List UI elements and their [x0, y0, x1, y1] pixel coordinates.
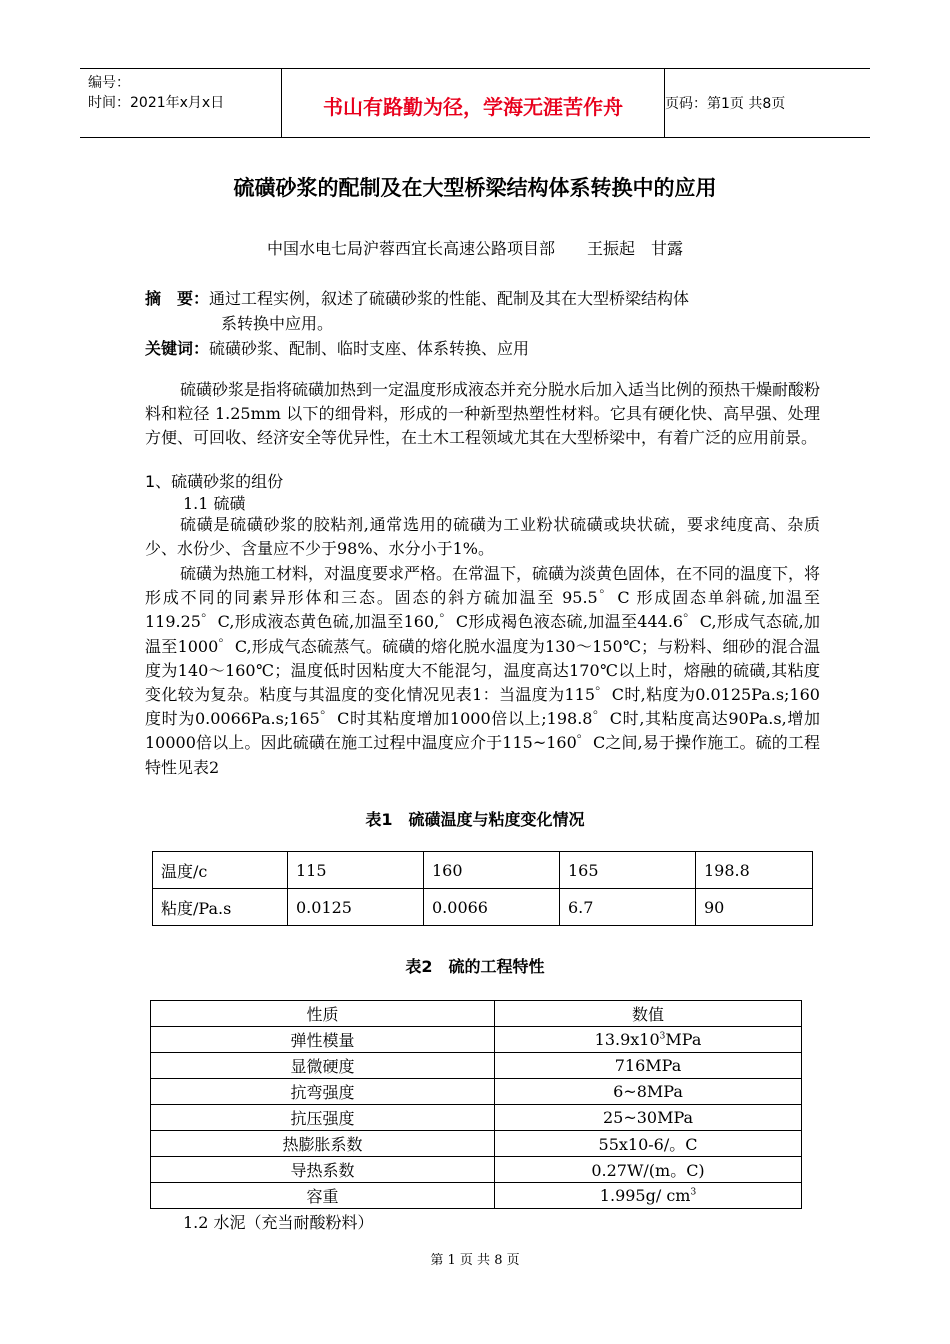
table-cell: 1.995g/ $cm^3$	[495, 1183, 802, 1209]
sulfur-paragraph-1: 硫磺是硫磺砂浆的胶粘剂,通常选用的硫磺为工业粉状硫磺或块状硫，要求纯度高、杂质少、水份少、含量应不少于98%、水分小于1%。	[145, 515, 820, 559]
table-cell: 0.27W/(m。C)	[495, 1157, 802, 1183]
table1-caption: 表1 硫磺温度与粘度变化情况	[365, 810, 585, 829]
table-cell: 165	[560, 852, 696, 889]
table-cell: 显微硬度	[151, 1053, 495, 1079]
table-row	[151, 1157, 802, 1183]
table-row	[151, 1183, 802, 1209]
table-cell: 55x10-6/。C	[495, 1131, 802, 1157]
table-row	[151, 1053, 802, 1079]
table-row	[151, 1105, 802, 1131]
table2	[150, 1000, 802, 1209]
abstract-line-1: 通过工程实例，叙述了硫磺砂浆的性能、配制及其在大型桥梁结构体	[209, 289, 690, 308]
subsection-heading-1-1: 1.1 硫磺	[183, 494, 246, 513]
header-number: 编号：	[88, 75, 130, 91]
keywords-label: 关键词：	[145, 339, 210, 358]
table-cell: 导热系数	[151, 1157, 495, 1183]
table-row	[153, 889, 813, 926]
page-footer: 第 1 页 共 8 页	[430, 1253, 520, 1268]
table-cell: 温度/c	[153, 852, 288, 889]
table-cell: 容重	[151, 1183, 495, 1209]
intro-paragraph: 硫磺砂浆是指将硫磺加热到一定温度形成液态并充分脱水后加入适当比例的预热干燥耐酸粉料和粒径 1.25mm 以下的细骨料，形成的一种新型热塑性材料。它具有硬化快、高早强、处理方便、可回收、经济安全等优异性，在土木工程领域尤其在大型桥梁中，有着广泛的应用前景。	[145, 380, 821, 448]
table-cell: 抗压强度	[151, 1105, 495, 1131]
table-cell: 0.0125	[288, 889, 424, 926]
abstract	[145, 286, 689, 336]
table2-caption: 表2 硫的工程特性	[405, 957, 545, 976]
table-cell: 716MPa	[495, 1053, 802, 1079]
header-motto: 书山有路勤为径，学海无涯苦作舟	[323, 95, 623, 119]
table-cell: 6~8MPa	[495, 1079, 802, 1105]
sulfur-paragraph-2: 硫磺为热施工材料，对温度要求严格。在常温下，硫磺为淡黄色固体，在不同的温度下，将形成不同的同素异形体和三态。固态的斜方硫加温至 95.5゜C 形成固态单斜硫,加温至119.25゜C,形成液态黄色硫,加温至160,゜C形成褐色液态硫,加温至444.6゜C,形成气态硫,加温至1000゜C,形成气态硫蒸气。硫磺的熔化脱水温度为130～150℃；与粉料、细砂的混合温度为140～160℃；温度低时因粘度大不能混匀，温度高达170℃以上时，熔融的硫磺,其粘度变化较为复杂。粘度与其温度的变化情况见表1：当温度为115゜C时,粘度为0.0125Pa.s;160度时为0.0066Pa.s;165゜C时其粘度增加1000倍以上;198.8゜C时,其粘度高达90Pa.s,增加10000倍以上。因此硫磺在施工过程中温度应介于115~160゜C之间,易于操作施工。硫的工程特性见表2	[145, 564, 821, 777]
table-row	[151, 1131, 802, 1157]
table-cell: 0.0066	[424, 889, 560, 926]
abstract-line-2: 系转换中应用。	[221, 314, 334, 333]
table-cell: $13.9x10^3MPa$	[495, 1027, 802, 1053]
table-row	[153, 852, 813, 889]
table-row	[151, 1027, 802, 1053]
table-cell: 6.7	[560, 889, 696, 926]
section-heading-1: 1、硫磺砂浆的组份	[145, 472, 284, 491]
table-cell: 弹性模量	[151, 1027, 495, 1053]
table1	[152, 851, 813, 926]
header-page-number: 页码：第1页 共8页	[665, 96, 786, 112]
table-cell: 抗弯强度	[151, 1079, 495, 1105]
table-cell: 粘度/Pa.s	[153, 889, 288, 926]
table-cell: 198.8	[696, 852, 813, 889]
abstract-label: 摘 要：	[145, 289, 210, 308]
page-header	[80, 68, 870, 138]
subsection-heading-1-2: 1.2 水泥（充当耐酸粉料）	[183, 1213, 374, 1232]
table-header-cell: 性质	[151, 1001, 495, 1027]
keywords	[145, 336, 529, 361]
table-cell: 90	[696, 889, 813, 926]
document-title: 硫磺砂浆的配制及在大型桥梁结构体系转换中的应用	[233, 176, 717, 200]
table-header-cell: 数值	[495, 1001, 802, 1027]
author-line: 中国水电七局沪蓉西宜长高速公路项目部 王振起 甘露	[266, 239, 683, 258]
table-header-row	[151, 1001, 802, 1027]
keywords-text: 硫磺砂浆、配制、临时支座、体系转换、应用	[209, 339, 530, 358]
header-time: 时间：2021年x月x日	[88, 95, 225, 111]
table-row	[151, 1079, 802, 1105]
table-cell: 160	[424, 852, 560, 889]
table-cell: 25~30MPa	[495, 1105, 802, 1131]
table-cell: 115	[288, 852, 424, 889]
table-cell: 热膨胀系数	[151, 1131, 495, 1157]
header-meta	[88, 73, 224, 113]
